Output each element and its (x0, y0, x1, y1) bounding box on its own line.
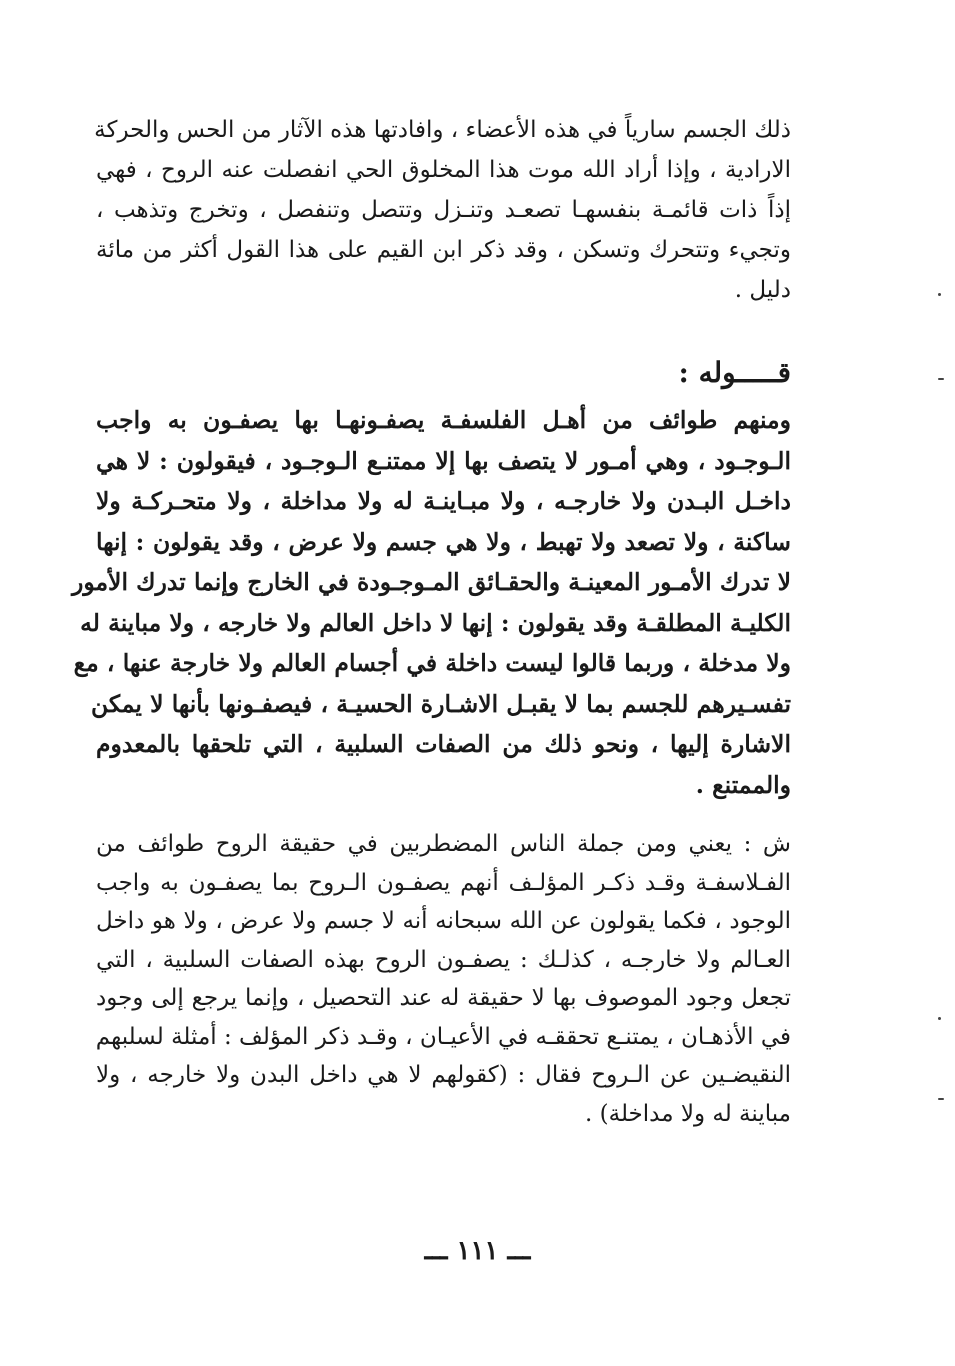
commentary-line: النقيضـين عن الـروح فقال : (كقولهم لا هي داخل البدن ولا خارجه ، ولا (96, 1062, 791, 1088)
intro-line: دليل . (734, 277, 791, 303)
quote-line: الـوجـود ، وهي أمـور لا يتصف بها إلا ممتنـع الـوجـود ، فيقولون : لا هي (96, 446, 791, 475)
intro-line: ذلك الجسم سارياً في هذه الأعضاء ، وافادتها هذه الآثار من الحس والحركة (94, 117, 791, 143)
quote-line: تفسـيرهم للجسم بما لا يقبـل الاشـارة الحسيـة ، فيصفـونها بأنها لا يمكن (90, 689, 791, 718)
intro-line: وتجيء وتتحرك وتسكن ، وقد ذكر ابن القيم على هذا القول أكثر من مائة (96, 237, 791, 263)
commentary-line: تجعل وجود الموصوف بها لا حقيقة له عند التحصيل ، وإنما يرجع إلى وجود (96, 985, 791, 1011)
section-heading: قـــــوله : (678, 356, 791, 389)
page-body (71, 100, 791, 1133)
margin-speck (938, 1098, 944, 1100)
commentary-line: في الأذهـان ، يمتنـع تحققـه في الأعيـان ، وقـد ذكر المؤلف : أمثلة لسلبهم (95, 1023, 791, 1050)
intro-line: الارادية ، وإذا أراد الله موت هذا المخلوق الحي انفصلت عنه الروح ، فهي (96, 157, 791, 183)
commentary-paragraph (96, 825, 791, 1133)
page-number: ـــ ١١١ ـــ (424, 1236, 531, 1266)
commentary-line: العـالم ولا خارجـه ، كذلـك : يصفـون الروح بهذه الصفات السلبية ، التي (96, 946, 791, 973)
quote-line: ساكنة ، ولا تصعد ولا تهبط ، ولا هي جسم ولا عرض ، وقد يقولون : إنها (96, 527, 791, 556)
quote-line: لا تدرك الأمـور المعينـة والحقـائق المـوجـودة في الخارج وإنما تدرك الأمور (71, 568, 791, 596)
intro-paragraph (96, 110, 791, 310)
quote-line: ولا مدخلة ، وربما قالوا ليست داخلة في أجسام العالم ولا خارجة عنها ، مع (73, 649, 791, 677)
quoted-text-paragraph (71, 400, 791, 805)
margin-speck (938, 378, 944, 380)
commentary-line: ش : يعني ومن جملة الناس المضطربين في حقيقة الروح طوائف من (96, 831, 791, 857)
margin-speck (938, 1017, 941, 1020)
quote-line: ومنهم طوائف من أهـل الفلسفـة يصفـونهـا بها يصفـون به واجب (96, 406, 791, 434)
commentary-line: الفـلاسفـة وقـد ذكـر المؤلـف أنهم يصفـون الـروح بما يصفـون به واجب (96, 869, 791, 896)
quote-line: الكليـة المطلقـة وقد يقولون : إنها لا داخل العالم ولا خارجه ، ولا مباينة له (80, 608, 791, 637)
quote-line: والممتنع . (695, 770, 791, 799)
commentary-line: مباينة له ولا مداخلة) . (585, 1100, 791, 1127)
quote-line: داخـل البـدن ولا خارجـه ، ولا مبـاينـة له ولا مداخلة ، ولا متحـركـة ولا (96, 487, 791, 515)
commentary-line: الوجود ، فكما يقولون عن الله سبحانه أنه لا جسم ولا عرض ، ولا هو داخل (96, 908, 791, 934)
margin-speck (938, 293, 941, 296)
intro-line: إذاً ذات قائمـة بنفسهـا تصعـد وتنـزل وتتصل وتنفصل ، وتخرج وتذهب ، (96, 197, 791, 223)
quote-line: الاشارة إليها ، ونحو ذلك من الصفات السلبية ، التي تلحقها بالمعدوم (96, 730, 791, 758)
